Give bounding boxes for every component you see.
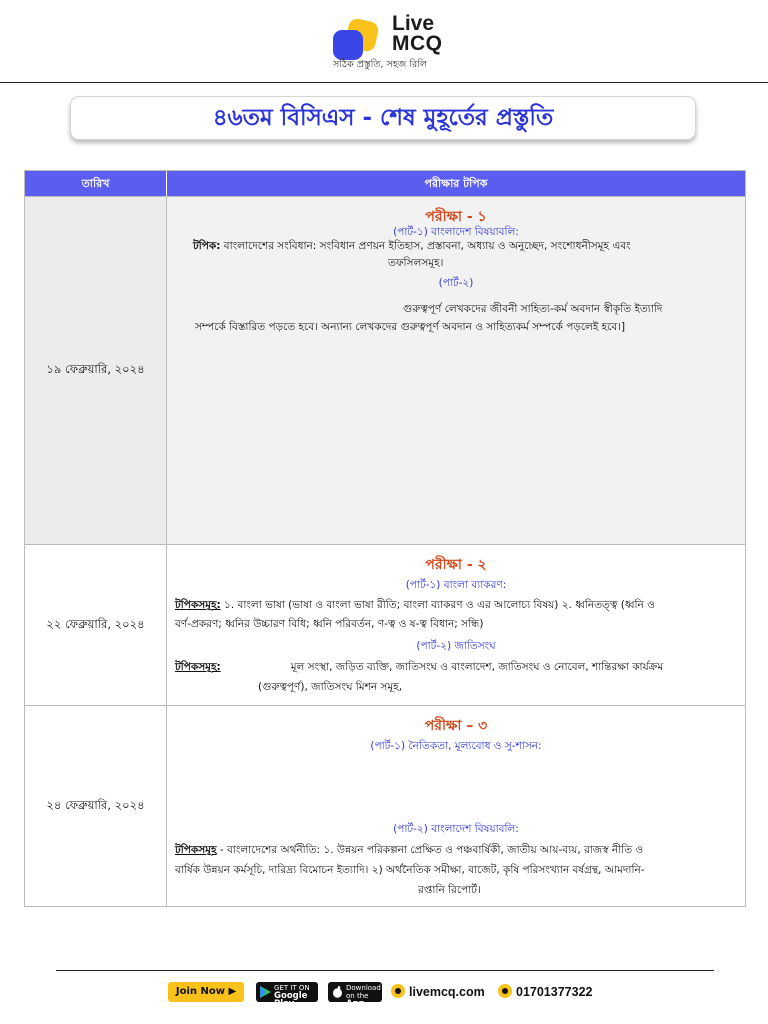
google-play-text: Google Play xyxy=(274,991,308,1009)
header-divider xyxy=(0,82,768,83)
row-topics xyxy=(167,706,745,906)
row-date: ২৪ ফেব্রুয়ারি, ২০২৪ xyxy=(25,706,167,906)
topic-line-2: বার্ষিক উন্নয়ন কর্মসূচি, দারিদ্র্য বিমোচন ইত্যাদি। ২) অর্থনৈতিক সমীক্ষা, বাজেট, কৃষি পরিসংখ্যান বর্ষগ্রন্থ, আমদানি- xyxy=(175,864,645,876)
part1-heading: (পার্ট-১) বাংলাদেশ বিষয়াবলি: xyxy=(393,226,519,238)
topic-label: টপিকসমূহ: xyxy=(175,599,221,611)
topic-text: - বাংলাদেশের অর্থনীতি: ১. উন্নয়ন পরিকল্পনা প্রেক্ষিত ও পঞ্চবার্ষিকী, জাতীয় আয়-ব্যয়, রাজস্ব নীতি ও xyxy=(216,844,644,856)
google-play-small-text: GET IT ON xyxy=(274,984,310,992)
topic-label: টপিক: xyxy=(193,240,221,252)
google-play-icon xyxy=(260,986,271,998)
page-title: ৪৬তম বিসিএস - শেষ মুহূর্তের প্রস্তুতি xyxy=(212,104,554,131)
topic-line-2: তফসিলসমূহ। xyxy=(388,257,444,269)
globe-icon xyxy=(391,984,405,998)
apple-icon xyxy=(332,986,343,998)
part1-heading: (পার্ট-১) নৈতিকতা, মূল্যবোধ ও সু-শাসন: xyxy=(370,740,542,752)
topic-line xyxy=(175,597,741,614)
topic-line xyxy=(193,238,733,255)
row-topics xyxy=(167,545,745,705)
part2-line-1 xyxy=(175,659,741,676)
footer-divider xyxy=(56,970,714,971)
part2-line-2: (গুরুত্বপূর্ণ), জাতিসংঘ মিশন সমূহ, xyxy=(258,681,403,693)
topic-text: বাংলাদেশের সংবিধান: সংবিধান প্রণয়ন ইতিহাস, প্রস্তাবনা, অধ্যায় ও অনুচ্ছেদ, সংশোধনীসমূহ এবং xyxy=(220,240,631,252)
phone-number[interactable] xyxy=(498,982,592,1002)
exam-title: পরীক্ষা - ২ xyxy=(425,557,487,573)
app-store-text: App Store xyxy=(346,999,372,1017)
brand-name-line2: MCQ xyxy=(392,32,443,55)
column-header-topic: পরীক্ষার টপিক xyxy=(424,177,488,190)
row-date: ২২ ফেব্রুয়ারি, ২০২৪ xyxy=(25,545,167,705)
part2-heading: (পার্ট-২) xyxy=(438,277,474,289)
app-store-small-text: Download on the xyxy=(346,984,381,1000)
part2-heading: (পার্ট-২) বাংলাদেশ বিষয়াবলি: xyxy=(393,823,519,835)
brand-tagline: সঠিক প্রস্তুতি, সহজ রিলি xyxy=(333,59,428,70)
topic-label: টপিকসমূহ xyxy=(175,844,217,856)
column-header-date: তারিখ xyxy=(25,171,167,196)
website-link[interactable] xyxy=(391,982,485,1002)
google-play-badge[interactable] xyxy=(256,982,318,1009)
brand-name xyxy=(392,14,443,54)
part2-line-2: সম্পর্কে বিস্তারিত পড়তে হবে। অন্যান্য লেখকদের গুরুত্বপূর্ণ অবদান ও সাহিত্যকর্ম সম্পর্কে পড়লেই হবে।] xyxy=(195,321,626,333)
topic-line xyxy=(175,842,741,859)
part1-heading: (পার্ট-১) বাংলা ব্যাকরণ: xyxy=(405,579,507,591)
table-header xyxy=(25,171,745,196)
table-row xyxy=(25,196,745,544)
app-store-badge[interactable] xyxy=(328,982,382,1017)
part2-label: টপিকসমূহ: xyxy=(175,661,221,673)
brand-name-line1: Live xyxy=(392,12,435,35)
topic-line-3: রপ্তানি রিপোর্ট। xyxy=(418,884,481,896)
schedule-table xyxy=(24,170,746,907)
topic-line-2: বর্ণ-প্রকরণ; ধ্বনির উচ্চারণ বিধি; ধ্বনি পরিবর্তন, ণ-ত্ব ও ষ-ত্ব বিধান; সন্ধি) xyxy=(175,618,484,630)
topic-text: ১. বাংলা ভাষা (ভাষা ও বাংলা ভাষা রীতি; বাংলা ব্যাকরণ ও এর আলোচ্য বিষয়) ২. ধ্বনিতত্ত্ব (ধ্বনি ও xyxy=(220,599,655,611)
table-row xyxy=(25,705,745,906)
exam-title: পরীক্ষা - ১ xyxy=(425,209,487,225)
phone-text: 01701377322 xyxy=(516,985,593,999)
row-topics xyxy=(167,197,745,544)
exam-title: পরীক্ষা – ৩ xyxy=(424,718,488,734)
part2-heading: (পার্ট-২) জাতিসংঘ xyxy=(416,640,496,652)
title-banner xyxy=(70,96,696,140)
website-text: livemcq.com xyxy=(409,985,485,999)
header-logo xyxy=(0,14,768,76)
part2-line-1: গুরুত্বপূর্ণ লেখকদের জীবনী সাহিত্য-কর্ম অবদান স্বীকৃতি ইত্যাদি xyxy=(403,303,663,315)
footer xyxy=(0,982,768,1017)
part2-text: মূল সংস্থা, জড়িত ব্যক্তি, জাতিসংঘ ও বাংলাদেশ, জাতিসংঘ ও নোবেল, শান্তিরক্ষা কার্যক্রম xyxy=(290,661,664,673)
phone-icon xyxy=(498,984,512,998)
row-date: ১৯ ফেব্রুয়ারি, ২০২৪ xyxy=(25,197,167,544)
join-now-button[interactable]: Join Now ▶ xyxy=(168,982,244,1002)
table-row xyxy=(25,544,745,705)
